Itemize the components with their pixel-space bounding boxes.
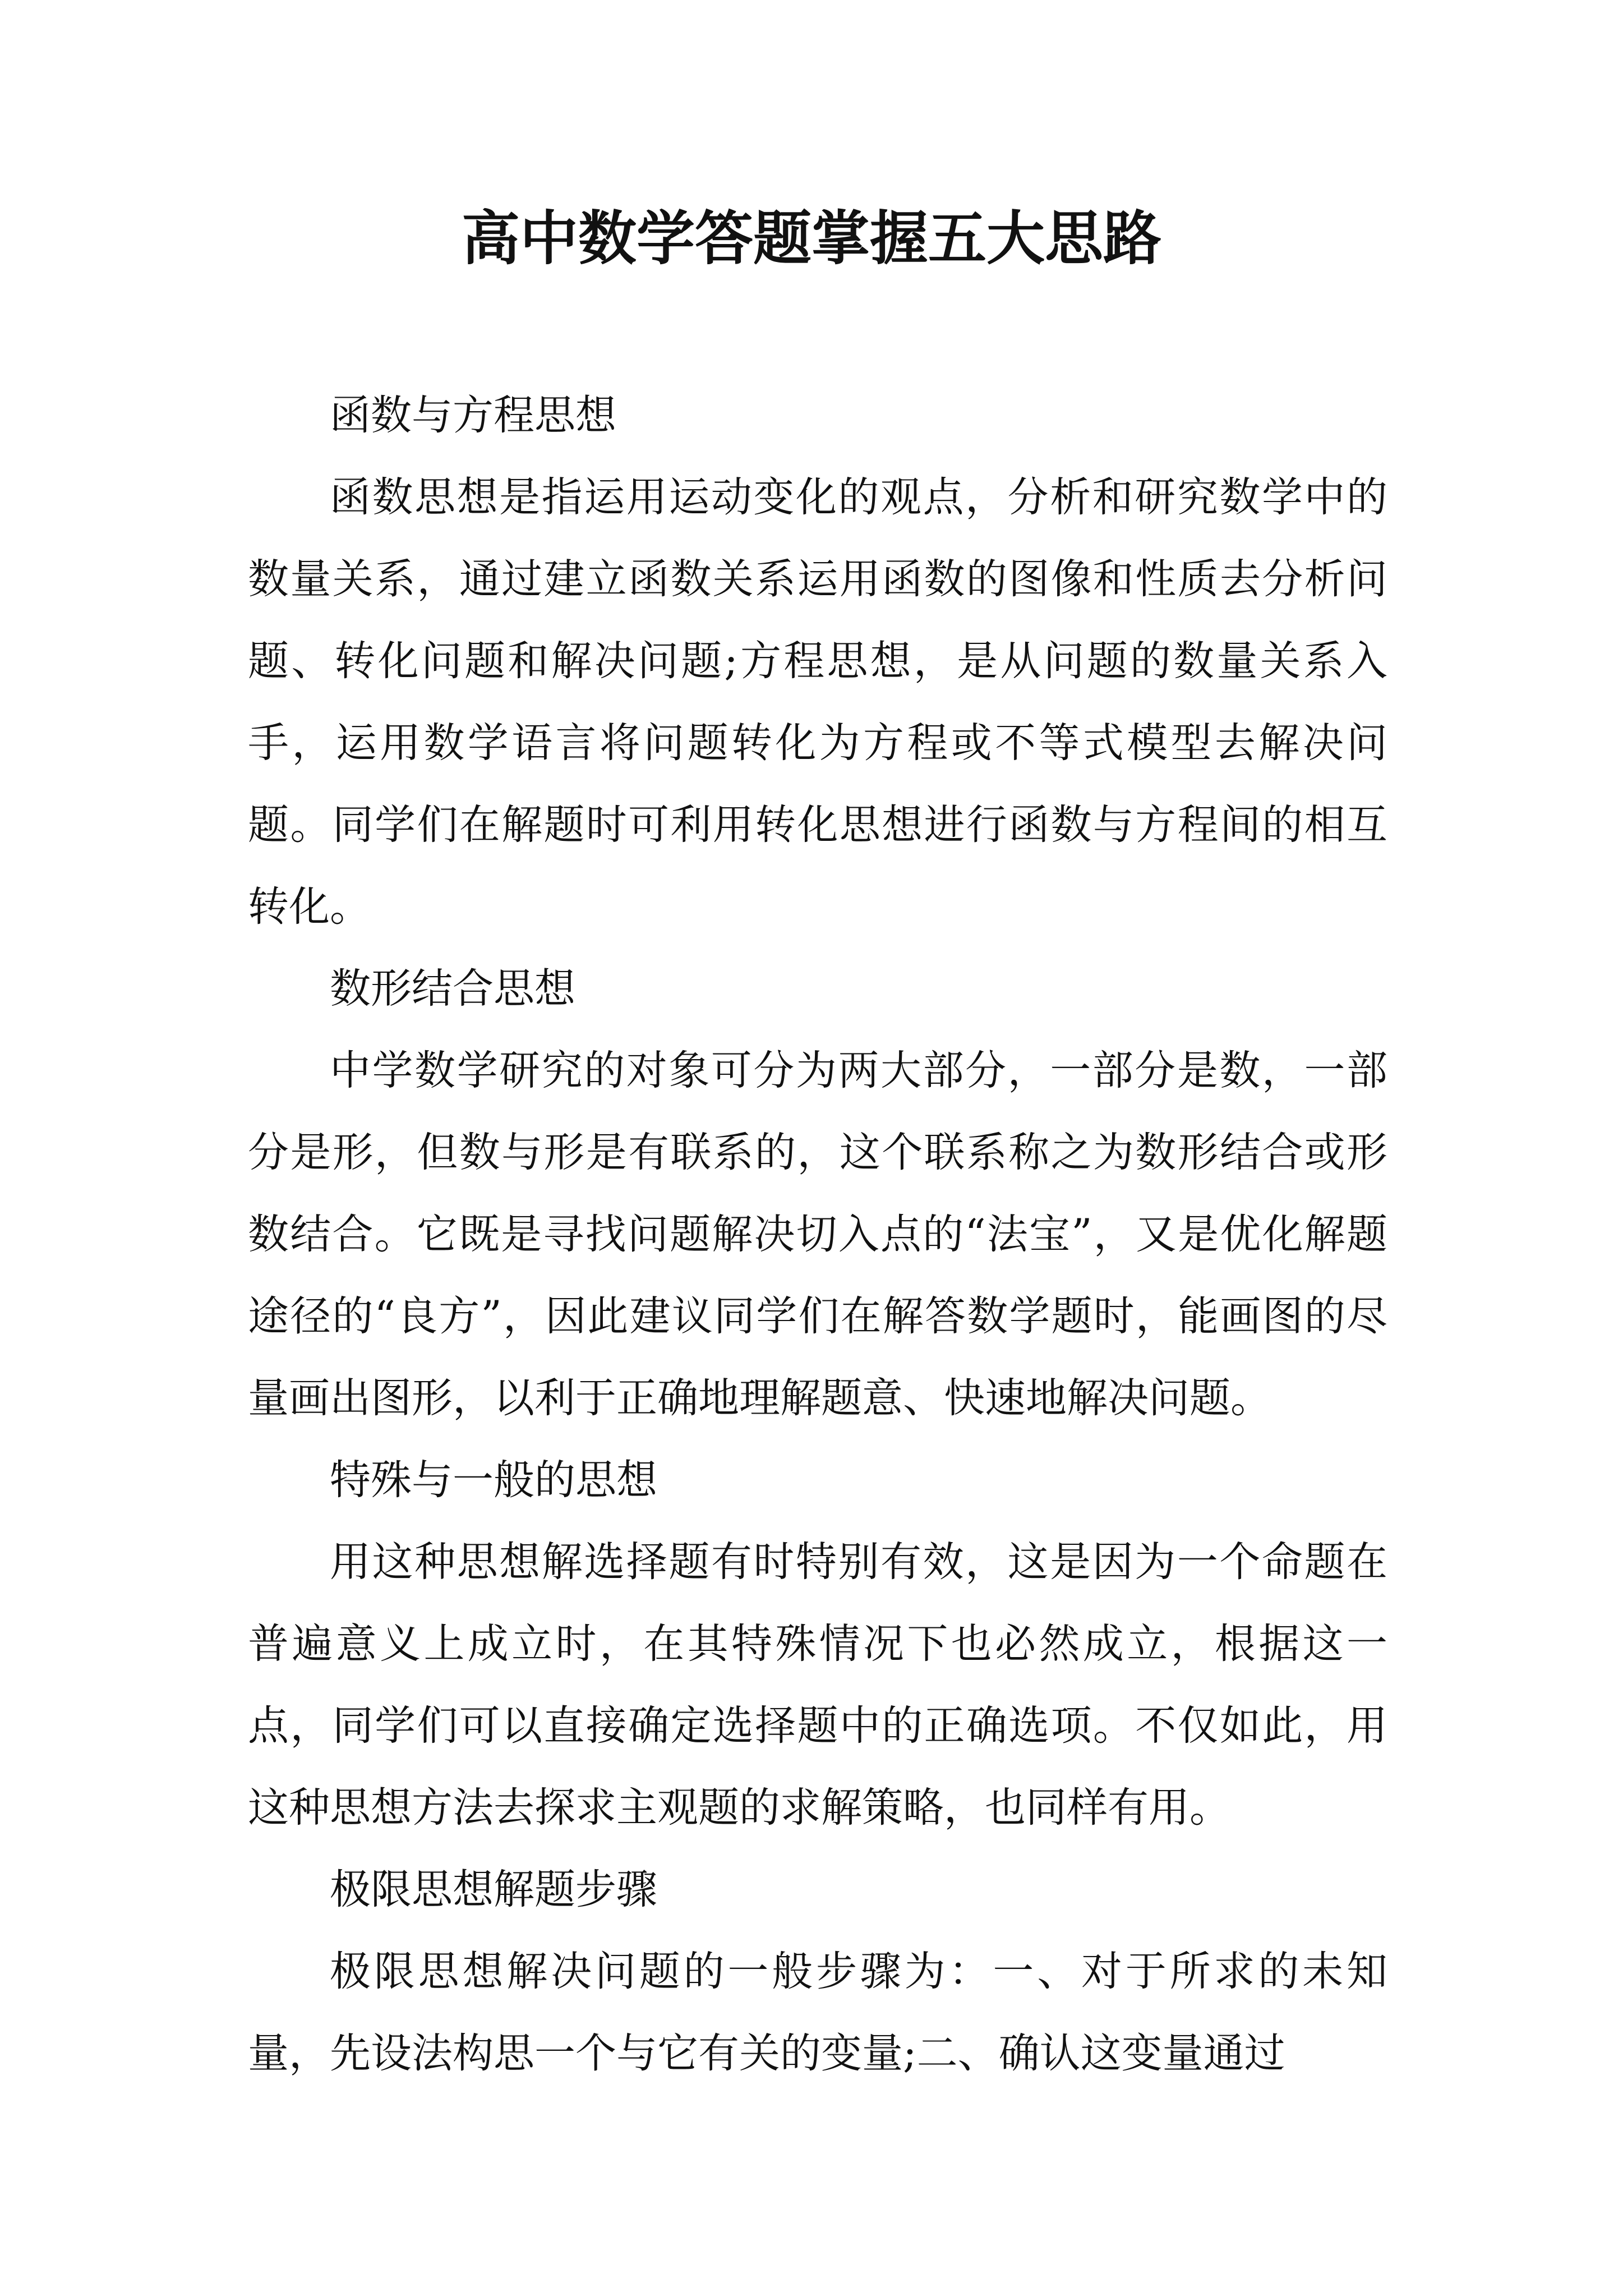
section-heading-special-general: 特殊与一般的思想 — [330, 1456, 657, 1504]
section-heading-limit-steps: 极限思想解题步骤 — [330, 1866, 657, 1913]
section-text-limit-steps: 极限思想解决问题的一般步骤为：一、对于所求的未知量，先设法构思一个与它有关的变量;二、确认这变量通过 — [248, 1948, 1387, 2077]
document-body — [248, 375, 1387, 2095]
page-title: 高中数学答题掌握五大思路 — [461, 204, 1161, 273]
section-text-function-equation: 函数思想是指运用运动变化的观点，分析和研究数学中的数量关系，通过建立函数关系运用函数的图像和性质去分析问题、转化问题和解决问题;方程思想，是从问题的数量关系入手，运用数学语言将问题转化为方程或不等式模型去解决问题。同学们在解题时可利用转化思想进行函数与方程间的相互转化。 — [248, 473, 1387, 931]
section-heading-function-equation: 函数与方程思想 — [330, 392, 616, 439]
section-text-special-general: 用这种思想解选择题有时特别有效，这是因为一个命题在普遍意义上成立时，在其特殊情况下也必然成立，根据这一点，同学们可以直接确定选择题中的正确选项。不仅如此，用这种思想方法去探求主观题的求解策略，也同样有用。 — [248, 1538, 1387, 1832]
section-heading-number-shape: 数形结合思想 — [330, 965, 575, 1013]
section-text-number-shape: 中学数学研究的对象可分为两大部分，一部分是数，一部分是形，但数与形是有联系的，这个联系称之为数形结合或形数结合。它既是寻找问题解决切入点的“法宝”，又是优化解题途径的“良方”，因此建议同学们在解答数学题时，能画图的尽量画出图形，以利于正确地理解题意、快速地解决问题。 — [248, 1047, 1387, 1422]
